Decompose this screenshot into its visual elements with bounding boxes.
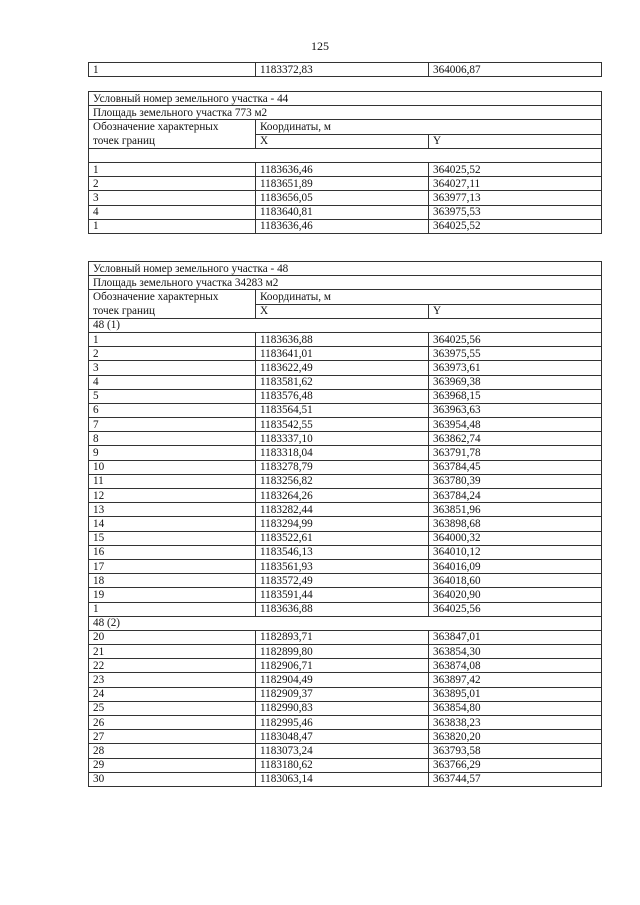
y-cell: 363744,57 bbox=[429, 772, 602, 786]
parcel-area: Площадь земельного участка 34283 м2 bbox=[89, 276, 602, 290]
x-cell: 1183048,47 bbox=[256, 730, 429, 744]
table-row bbox=[89, 531, 602, 545]
header-coords: Координаты, м bbox=[256, 120, 602, 134]
parcel-48-table bbox=[88, 261, 602, 787]
point-cell: 19 bbox=[89, 588, 256, 602]
x-cell: 1183651,89 bbox=[256, 177, 429, 191]
table-row bbox=[89, 460, 602, 474]
empty-row bbox=[89, 148, 602, 162]
table-row bbox=[89, 205, 602, 219]
point-cell: 29 bbox=[89, 758, 256, 772]
y-cell: 364010,12 bbox=[429, 545, 602, 559]
x-cell: 1183636,88 bbox=[256, 602, 429, 616]
y-cell: 364025,56 bbox=[429, 332, 602, 346]
point-cell: 2 bbox=[89, 177, 256, 191]
y-cell: 364018,60 bbox=[429, 574, 602, 588]
table-row bbox=[89, 389, 602, 403]
header-points-2: точек границ bbox=[89, 304, 256, 318]
header-row bbox=[89, 304, 602, 318]
table-row bbox=[89, 375, 602, 389]
x-cell: 1182893,71 bbox=[256, 630, 429, 644]
table-row bbox=[89, 517, 602, 531]
point-cell: 12 bbox=[89, 489, 256, 503]
y-cell: 364027,11 bbox=[429, 177, 602, 191]
parcel-48-body bbox=[89, 262, 602, 787]
x-cell: 1182904,49 bbox=[256, 673, 429, 687]
point-cell: 28 bbox=[89, 744, 256, 758]
x-cell: 1183522,61 bbox=[256, 531, 429, 545]
y-cell: 363897,42 bbox=[429, 673, 602, 687]
x-cell: 1183576,48 bbox=[256, 389, 429, 403]
y-cell: 363898,68 bbox=[429, 517, 602, 531]
y-cell: 363838,23 bbox=[429, 716, 602, 730]
header-coords: Координаты, м bbox=[256, 290, 602, 304]
x-cell: 1183641,01 bbox=[256, 347, 429, 361]
x-cell: 1183591,44 bbox=[256, 588, 429, 602]
x-cell: 1182906,71 bbox=[256, 659, 429, 673]
y-cell: 363895,01 bbox=[429, 687, 602, 701]
y-cell: 363766,29 bbox=[429, 758, 602, 772]
point-cell: 22 bbox=[89, 659, 256, 673]
table-row bbox=[89, 659, 602, 673]
header-y: Y bbox=[429, 134, 602, 148]
x-cell: 1183073,24 bbox=[256, 744, 429, 758]
table-row bbox=[89, 588, 602, 602]
x-cell: 1183294,99 bbox=[256, 517, 429, 531]
title-row bbox=[89, 92, 602, 106]
x-cell: 1183561,93 bbox=[256, 559, 429, 573]
point-cell: 23 bbox=[89, 673, 256, 687]
header-y: Y bbox=[429, 304, 602, 318]
table-row bbox=[89, 347, 602, 361]
point-cell: 15 bbox=[89, 531, 256, 545]
table-row bbox=[89, 730, 602, 744]
y-cell: 363791,78 bbox=[429, 446, 602, 460]
y-cell: 363784,24 bbox=[429, 489, 602, 503]
point-cell: 1 bbox=[89, 162, 256, 176]
empty-cell bbox=[89, 148, 602, 162]
x-cell: 1182995,46 bbox=[256, 716, 429, 730]
x-cell: 1183640,81 bbox=[256, 205, 429, 219]
table-row bbox=[89, 503, 602, 517]
point-cell: 9 bbox=[89, 446, 256, 460]
point-cell: 20 bbox=[89, 630, 256, 644]
x-cell: 1183318,04 bbox=[256, 446, 429, 460]
point-cell: 7 bbox=[89, 418, 256, 432]
table-row bbox=[89, 687, 602, 701]
y-cell: 363784,45 bbox=[429, 460, 602, 474]
header-row bbox=[89, 290, 602, 304]
y-cell: 363851,96 bbox=[429, 503, 602, 517]
section-row bbox=[89, 318, 602, 332]
table-row bbox=[89, 177, 602, 191]
table-row bbox=[89, 432, 602, 446]
y-cell: 364000,32 bbox=[429, 531, 602, 545]
table-row bbox=[89, 645, 602, 659]
point-cell: 25 bbox=[89, 701, 256, 715]
y-cell: 363780,39 bbox=[429, 474, 602, 488]
point-cell: 10 bbox=[89, 460, 256, 474]
y-cell: 363969,38 bbox=[429, 375, 602, 389]
x-cell: 1183572,49 bbox=[256, 574, 429, 588]
table-row bbox=[89, 574, 602, 588]
y-cell: 363847,01 bbox=[429, 630, 602, 644]
table-row bbox=[89, 403, 602, 417]
table-row bbox=[89, 559, 602, 573]
header-points-2: точек границ bbox=[89, 134, 256, 148]
x-cell: 1183546,13 bbox=[256, 545, 429, 559]
point-cell: 21 bbox=[89, 645, 256, 659]
y-cell: 364006,87 bbox=[429, 63, 602, 77]
table-row bbox=[89, 361, 602, 375]
x-cell: 1183337,10 bbox=[256, 432, 429, 446]
table-row bbox=[89, 716, 602, 730]
point-cell: 24 bbox=[89, 687, 256, 701]
point-cell: 2 bbox=[89, 347, 256, 361]
table-row bbox=[89, 191, 602, 205]
parcel-title: Условный номер земельного участка - 44 bbox=[89, 92, 602, 106]
x-cell: 1183264,26 bbox=[256, 489, 429, 503]
y-cell: 363977,13 bbox=[429, 191, 602, 205]
x-cell: 1183063,14 bbox=[256, 772, 429, 786]
title-row bbox=[89, 262, 602, 276]
table-row bbox=[89, 162, 602, 176]
continuation-table bbox=[88, 62, 602, 77]
x-cell: 1183564,51 bbox=[256, 403, 429, 417]
section-label: 48 (2) bbox=[89, 616, 602, 630]
point-cell: 3 bbox=[89, 361, 256, 375]
area-row bbox=[89, 276, 602, 290]
x-cell: 1183581,62 bbox=[256, 375, 429, 389]
parcel-44-table bbox=[88, 91, 602, 234]
x-cell: 1183372,83 bbox=[256, 63, 429, 77]
table-row bbox=[89, 545, 602, 559]
header-x: X bbox=[256, 134, 429, 148]
table-row bbox=[89, 673, 602, 687]
header-points: Обозначение характерных bbox=[89, 290, 256, 304]
point-cell: 8 bbox=[89, 432, 256, 446]
point-cell: 3 bbox=[89, 191, 256, 205]
x-cell: 1183636,88 bbox=[256, 332, 429, 346]
point-cell: 5 bbox=[89, 389, 256, 403]
x-cell: 1183622,49 bbox=[256, 361, 429, 375]
parcel-title: Условный номер земельного участка - 48 bbox=[89, 262, 602, 276]
point-cell: 16 bbox=[89, 545, 256, 559]
point-cell: 6 bbox=[89, 403, 256, 417]
header-row bbox=[89, 120, 602, 134]
y-cell: 363968,15 bbox=[429, 389, 602, 403]
point-cell: 14 bbox=[89, 517, 256, 531]
x-cell: 1183278,79 bbox=[256, 460, 429, 474]
point-cell: 30 bbox=[89, 772, 256, 786]
y-cell: 364020,90 bbox=[429, 588, 602, 602]
point-cell: 13 bbox=[89, 503, 256, 517]
x-cell: 1183636,46 bbox=[256, 162, 429, 176]
y-cell: 364016,09 bbox=[429, 559, 602, 573]
y-cell: 364025,56 bbox=[429, 602, 602, 616]
point-cell: 11 bbox=[89, 474, 256, 488]
point-cell: 17 bbox=[89, 559, 256, 573]
table-row bbox=[89, 332, 602, 346]
table-row bbox=[89, 489, 602, 503]
table-row bbox=[89, 446, 602, 460]
table-row bbox=[89, 772, 602, 786]
x-cell: 1183542,55 bbox=[256, 418, 429, 432]
point-cell: 18 bbox=[89, 574, 256, 588]
table-row bbox=[89, 744, 602, 758]
point-cell: 1 bbox=[89, 63, 256, 77]
y-cell: 363820,20 bbox=[429, 730, 602, 744]
y-cell: 363874,08 bbox=[429, 659, 602, 673]
x-cell: 1182909,37 bbox=[256, 687, 429, 701]
y-cell: 363973,61 bbox=[429, 361, 602, 375]
y-cell: 363975,55 bbox=[429, 347, 602, 361]
point-cell: 4 bbox=[89, 375, 256, 389]
table-row bbox=[89, 630, 602, 644]
x-cell: 1182990,83 bbox=[256, 701, 429, 715]
header-row bbox=[89, 134, 602, 148]
table-row bbox=[89, 63, 602, 77]
y-cell: 363862,74 bbox=[429, 432, 602, 446]
page-number: 125 bbox=[311, 39, 329, 53]
y-cell: 363963,63 bbox=[429, 403, 602, 417]
x-cell: 1183256,82 bbox=[256, 474, 429, 488]
table-row bbox=[89, 219, 602, 233]
area-row bbox=[89, 106, 602, 120]
x-cell: 1183180,62 bbox=[256, 758, 429, 772]
section-label: 48 (1) bbox=[89, 318, 602, 332]
x-cell: 1183636,46 bbox=[256, 219, 429, 233]
table-row bbox=[89, 758, 602, 772]
y-cell: 364025,52 bbox=[429, 162, 602, 176]
section-row bbox=[89, 616, 602, 630]
parcel-area: Площадь земельного участка 773 м2 bbox=[89, 106, 602, 120]
table-row bbox=[89, 701, 602, 715]
y-cell: 364025,52 bbox=[429, 219, 602, 233]
y-cell: 363793,58 bbox=[429, 744, 602, 758]
point-cell: 1 bbox=[89, 219, 256, 233]
table-row bbox=[89, 602, 602, 616]
point-cell: 1 bbox=[89, 332, 256, 346]
point-cell: 4 bbox=[89, 205, 256, 219]
y-cell: 363854,30 bbox=[429, 645, 602, 659]
header-points: Обозначение характерных bbox=[89, 120, 256, 134]
point-cell: 26 bbox=[89, 716, 256, 730]
table-row bbox=[89, 474, 602, 488]
y-cell: 363854,80 bbox=[429, 701, 602, 715]
header-x: X bbox=[256, 304, 429, 318]
x-cell: 1183656,05 bbox=[256, 191, 429, 205]
x-cell: 1182899,80 bbox=[256, 645, 429, 659]
y-cell: 363975,53 bbox=[429, 205, 602, 219]
x-cell: 1183282,44 bbox=[256, 503, 429, 517]
parcel-44-body bbox=[89, 92, 602, 234]
y-cell: 363954,48 bbox=[429, 418, 602, 432]
point-cell: 27 bbox=[89, 730, 256, 744]
table-row bbox=[89, 418, 602, 432]
point-cell: 1 bbox=[89, 602, 256, 616]
